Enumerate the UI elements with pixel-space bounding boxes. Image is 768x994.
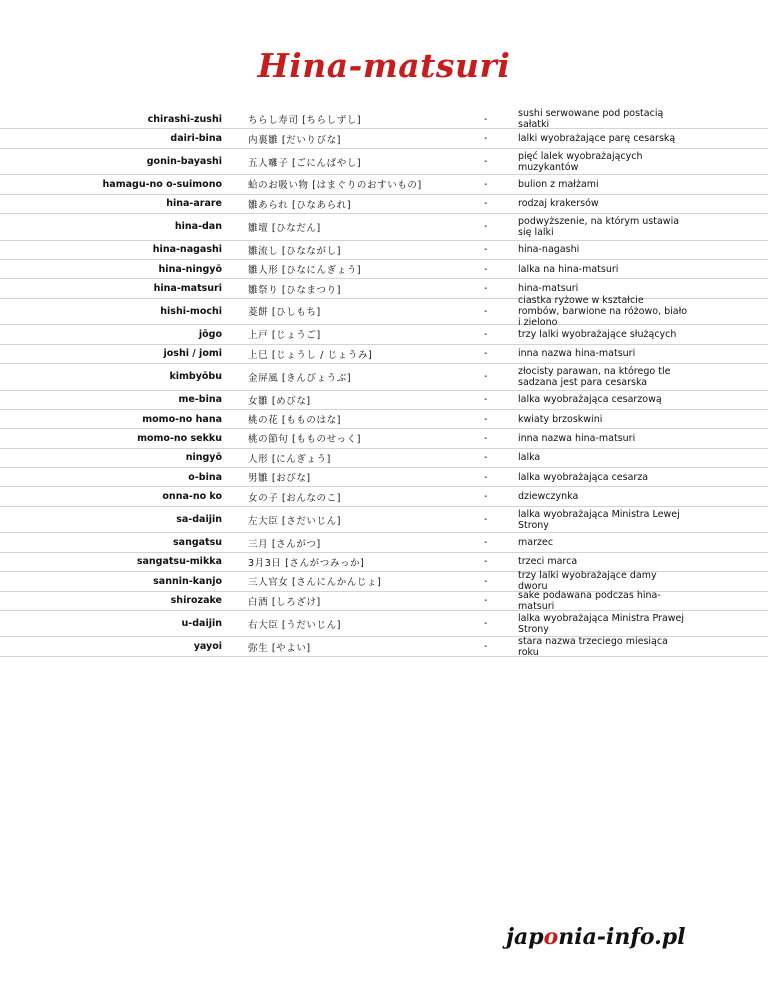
- term-japanese: 女雛 [めびな]: [248, 395, 311, 407]
- term-romaji: yayoi: [193, 641, 222, 653]
- separator-dash: -: [484, 452, 488, 464]
- term-romaji: kimbyōbu: [169, 371, 222, 383]
- glossary-row: [0, 410, 768, 429]
- term-romaji: momo-no sekku: [137, 432, 222, 444]
- term-japanese: 上戸 [じょうご]: [248, 330, 321, 342]
- term-japanese: 五人囃子 [ごにんばやし]: [248, 157, 362, 169]
- term-japanese: 弥生 [やよい]: [248, 642, 311, 654]
- term-romaji: hina-dan: [174, 221, 222, 233]
- separator-dash: -: [484, 156, 488, 168]
- term-japanese: 内裏雛 [だいりびな]: [248, 134, 342, 146]
- term-japanese: 菱餅 [ひしもち]: [248, 307, 321, 319]
- term-japanese: 桃の花 [もものはな]: [248, 415, 342, 427]
- term-meaning: trzeci marca: [518, 556, 578, 568]
- separator-dash: -: [484, 305, 488, 317]
- term-meaning: rodzaj krakersów: [518, 198, 599, 210]
- term-meaning: inna nazwa hina-matsuri: [518, 432, 636, 444]
- term-meaning: lalka wyobrażająca Ministra Lewej Strony: [518, 508, 680, 531]
- separator-dash: -: [484, 595, 488, 607]
- term-meaning: lalka wyobrażająca cesarzową: [518, 394, 662, 406]
- term-romaji: shirozake: [170, 595, 222, 607]
- term-japanese: ちらし寿司 [ちらしずし]: [248, 115, 362, 127]
- term-romaji: hina-matsuri: [153, 283, 222, 295]
- term-meaning: ciastka ryżowe w kształcie rombów, barwione na różowo, biało i zielono: [518, 294, 688, 328]
- term-romaji: u-daijin: [181, 618, 222, 630]
- term-romaji: hina-arare: [166, 198, 222, 210]
- separator-dash: -: [484, 575, 488, 587]
- term-japanese: 蛤のお吸い物 [はまぐりのおすいもの]: [248, 180, 422, 192]
- separator-dash: -: [484, 618, 488, 630]
- term-meaning: hina-matsuri: [518, 283, 579, 295]
- logo-text-start: jap: [506, 924, 544, 950]
- separator-dash: -: [484, 348, 488, 360]
- term-japanese: 雛祭り [ひなまつり]: [248, 284, 342, 296]
- term-japanese: 雛人形 [ひなにんぎょう]: [248, 265, 362, 277]
- term-romaji: momo-no hana: [142, 413, 222, 425]
- separator-dash: -: [484, 514, 488, 526]
- term-romaji: me-bina: [178, 394, 222, 406]
- term-romaji: hina-nagashi: [152, 244, 222, 256]
- term-japanese: 右大臣 [うだいじん]: [248, 619, 342, 631]
- separator-dash: -: [484, 371, 488, 383]
- term-meaning: trzy lalki wyobrażające damy dworu: [518, 570, 657, 593]
- term-meaning: lalka: [518, 452, 541, 464]
- glossary-row: [0, 195, 768, 214]
- term-romaji: joshi / jomi: [163, 348, 222, 360]
- term-japanese: 雛壇 [ひなだん]: [248, 222, 321, 234]
- term-romaji: hishi-mochi: [160, 305, 222, 317]
- separator-dash: -: [484, 178, 488, 190]
- term-romaji: sa-daijin: [176, 514, 222, 526]
- separator-dash: -: [484, 113, 488, 125]
- term-meaning: pięć lalek wyobrażających muzykantów: [518, 150, 643, 173]
- glossary-table: [0, 110, 768, 657]
- term-meaning: bulion z małżami: [518, 178, 599, 190]
- separator-dash: -: [484, 394, 488, 406]
- separator-dash: -: [484, 133, 488, 145]
- glossary-row: [0, 637, 768, 656]
- term-meaning: marzec: [518, 537, 554, 549]
- glossary-row: [0, 110, 768, 129]
- term-japanese: 雛流し [ひなながし]: [248, 245, 342, 257]
- term-meaning: sake podawana podczas hina-matsuri: [518, 589, 661, 612]
- term-meaning: lalka na hina-matsuri: [518, 263, 619, 275]
- term-japanese: 上巳 [じょうし / じょうみ]: [248, 349, 373, 361]
- term-japanese: 3月3日 [さんがつみっか]: [248, 557, 365, 569]
- glossary-row: [0, 449, 768, 468]
- term-romaji: gonin-bayashi: [146, 156, 222, 168]
- glossary-row: [0, 214, 768, 241]
- term-romaji: ningyō: [185, 452, 222, 464]
- term-romaji: sangatsu-mikka: [136, 556, 222, 568]
- glossary-row: [0, 487, 768, 506]
- page-title: Hina-matsuri: [257, 46, 511, 85]
- term-meaning: podwyższenie, na którym ustawia się lalki: [518, 215, 680, 238]
- term-meaning: inna nazwa hina-matsuri: [518, 348, 636, 360]
- glossary-row: [0, 553, 768, 572]
- term-meaning: lalki wyobrażające parę cesarską: [518, 133, 676, 145]
- separator-dash: -: [484, 198, 488, 210]
- term-japanese: 人形 [にんぎょう]: [248, 453, 331, 465]
- separator-dash: -: [484, 641, 488, 653]
- glossary-row: [0, 611, 768, 638]
- term-japanese: 女の子 [おんなのこ]: [248, 492, 342, 504]
- term-romaji: chirashi-zushi: [147, 113, 222, 125]
- glossary-row: [0, 507, 768, 534]
- glossary-row: [0, 129, 768, 148]
- term-meaning: sushi serwowane pod postacią sałatki: [518, 108, 664, 131]
- glossary-row: [0, 429, 768, 448]
- term-meaning: hina-nagashi: [518, 244, 580, 256]
- glossary-row: [0, 260, 768, 279]
- glossary-row: [0, 149, 768, 176]
- separator-dash: -: [484, 491, 488, 503]
- term-japanese: 男雛 [おびな]: [248, 473, 311, 485]
- glossary-row: [0, 364, 768, 391]
- glossary-row: [0, 175, 768, 194]
- term-romaji: sannin-kanjo: [153, 575, 222, 587]
- term-japanese: 白酒 [しろざけ]: [248, 596, 321, 608]
- glossary-row: [0, 589, 768, 612]
- glossary-row: [0, 468, 768, 487]
- separator-dash: -: [484, 283, 488, 295]
- separator-dash: -: [484, 263, 488, 275]
- term-meaning: trzy lalki wyobrażające służących: [518, 328, 677, 340]
- separator-dash: -: [484, 413, 488, 425]
- separator-dash: -: [484, 432, 488, 444]
- separator-dash: -: [484, 471, 488, 483]
- term-romaji: sangatsu: [173, 537, 222, 549]
- term-meaning: złocisty parawan, na którego tle sadzana jest para cesarska: [518, 365, 671, 388]
- term-romaji: onna-no ko: [162, 491, 222, 503]
- term-romaji: hamagu-no o-suimono: [102, 178, 222, 190]
- term-japanese: 左大臣 [さだいじん]: [248, 515, 342, 527]
- glossary-row: [0, 391, 768, 410]
- glossary-row: [0, 325, 768, 344]
- term-japanese: 桃の節句 [もものせっく]: [248, 434, 362, 446]
- term-meaning: dziewczynka: [518, 491, 579, 503]
- separator-dash: -: [484, 244, 488, 256]
- term-japanese: 雛あられ [ひなあられ]: [248, 199, 352, 211]
- glossary-row: [0, 294, 768, 328]
- logo-text-end: nia-info.pl: [558, 924, 686, 950]
- separator-dash: -: [484, 221, 488, 233]
- term-meaning: kwiaty brzoskwini: [518, 413, 603, 425]
- term-romaji: jōgo: [198, 328, 222, 340]
- term-japanese: 金屏風 [きんびょうぶ]: [248, 372, 352, 384]
- term-meaning: lalka wyobrażająca cesarza: [518, 471, 649, 483]
- separator-dash: -: [484, 537, 488, 549]
- term-japanese: 三人官女 [さんにんかんじょ]: [248, 577, 382, 589]
- logo-text-accent: o: [543, 924, 559, 950]
- term-romaji: dairi-bina: [170, 133, 222, 145]
- term-meaning: stara nazwa trzeciego miesiąca roku: [518, 635, 668, 658]
- glossary-row: [0, 533, 768, 552]
- glossary-row: [0, 572, 768, 591]
- separator-dash: -: [484, 556, 488, 568]
- glossary-row: [0, 241, 768, 260]
- site-logo: [506, 924, 686, 950]
- glossary-row: [0, 345, 768, 364]
- term-romaji: hina-ningyō: [158, 263, 222, 275]
- term-meaning: lalka wyobrażająca Ministra Prawej Strony: [518, 612, 685, 635]
- term-japanese: 三月 [さんがつ]: [248, 538, 321, 550]
- term-romaji: o-bina: [188, 471, 222, 483]
- separator-dash: -: [484, 328, 488, 340]
